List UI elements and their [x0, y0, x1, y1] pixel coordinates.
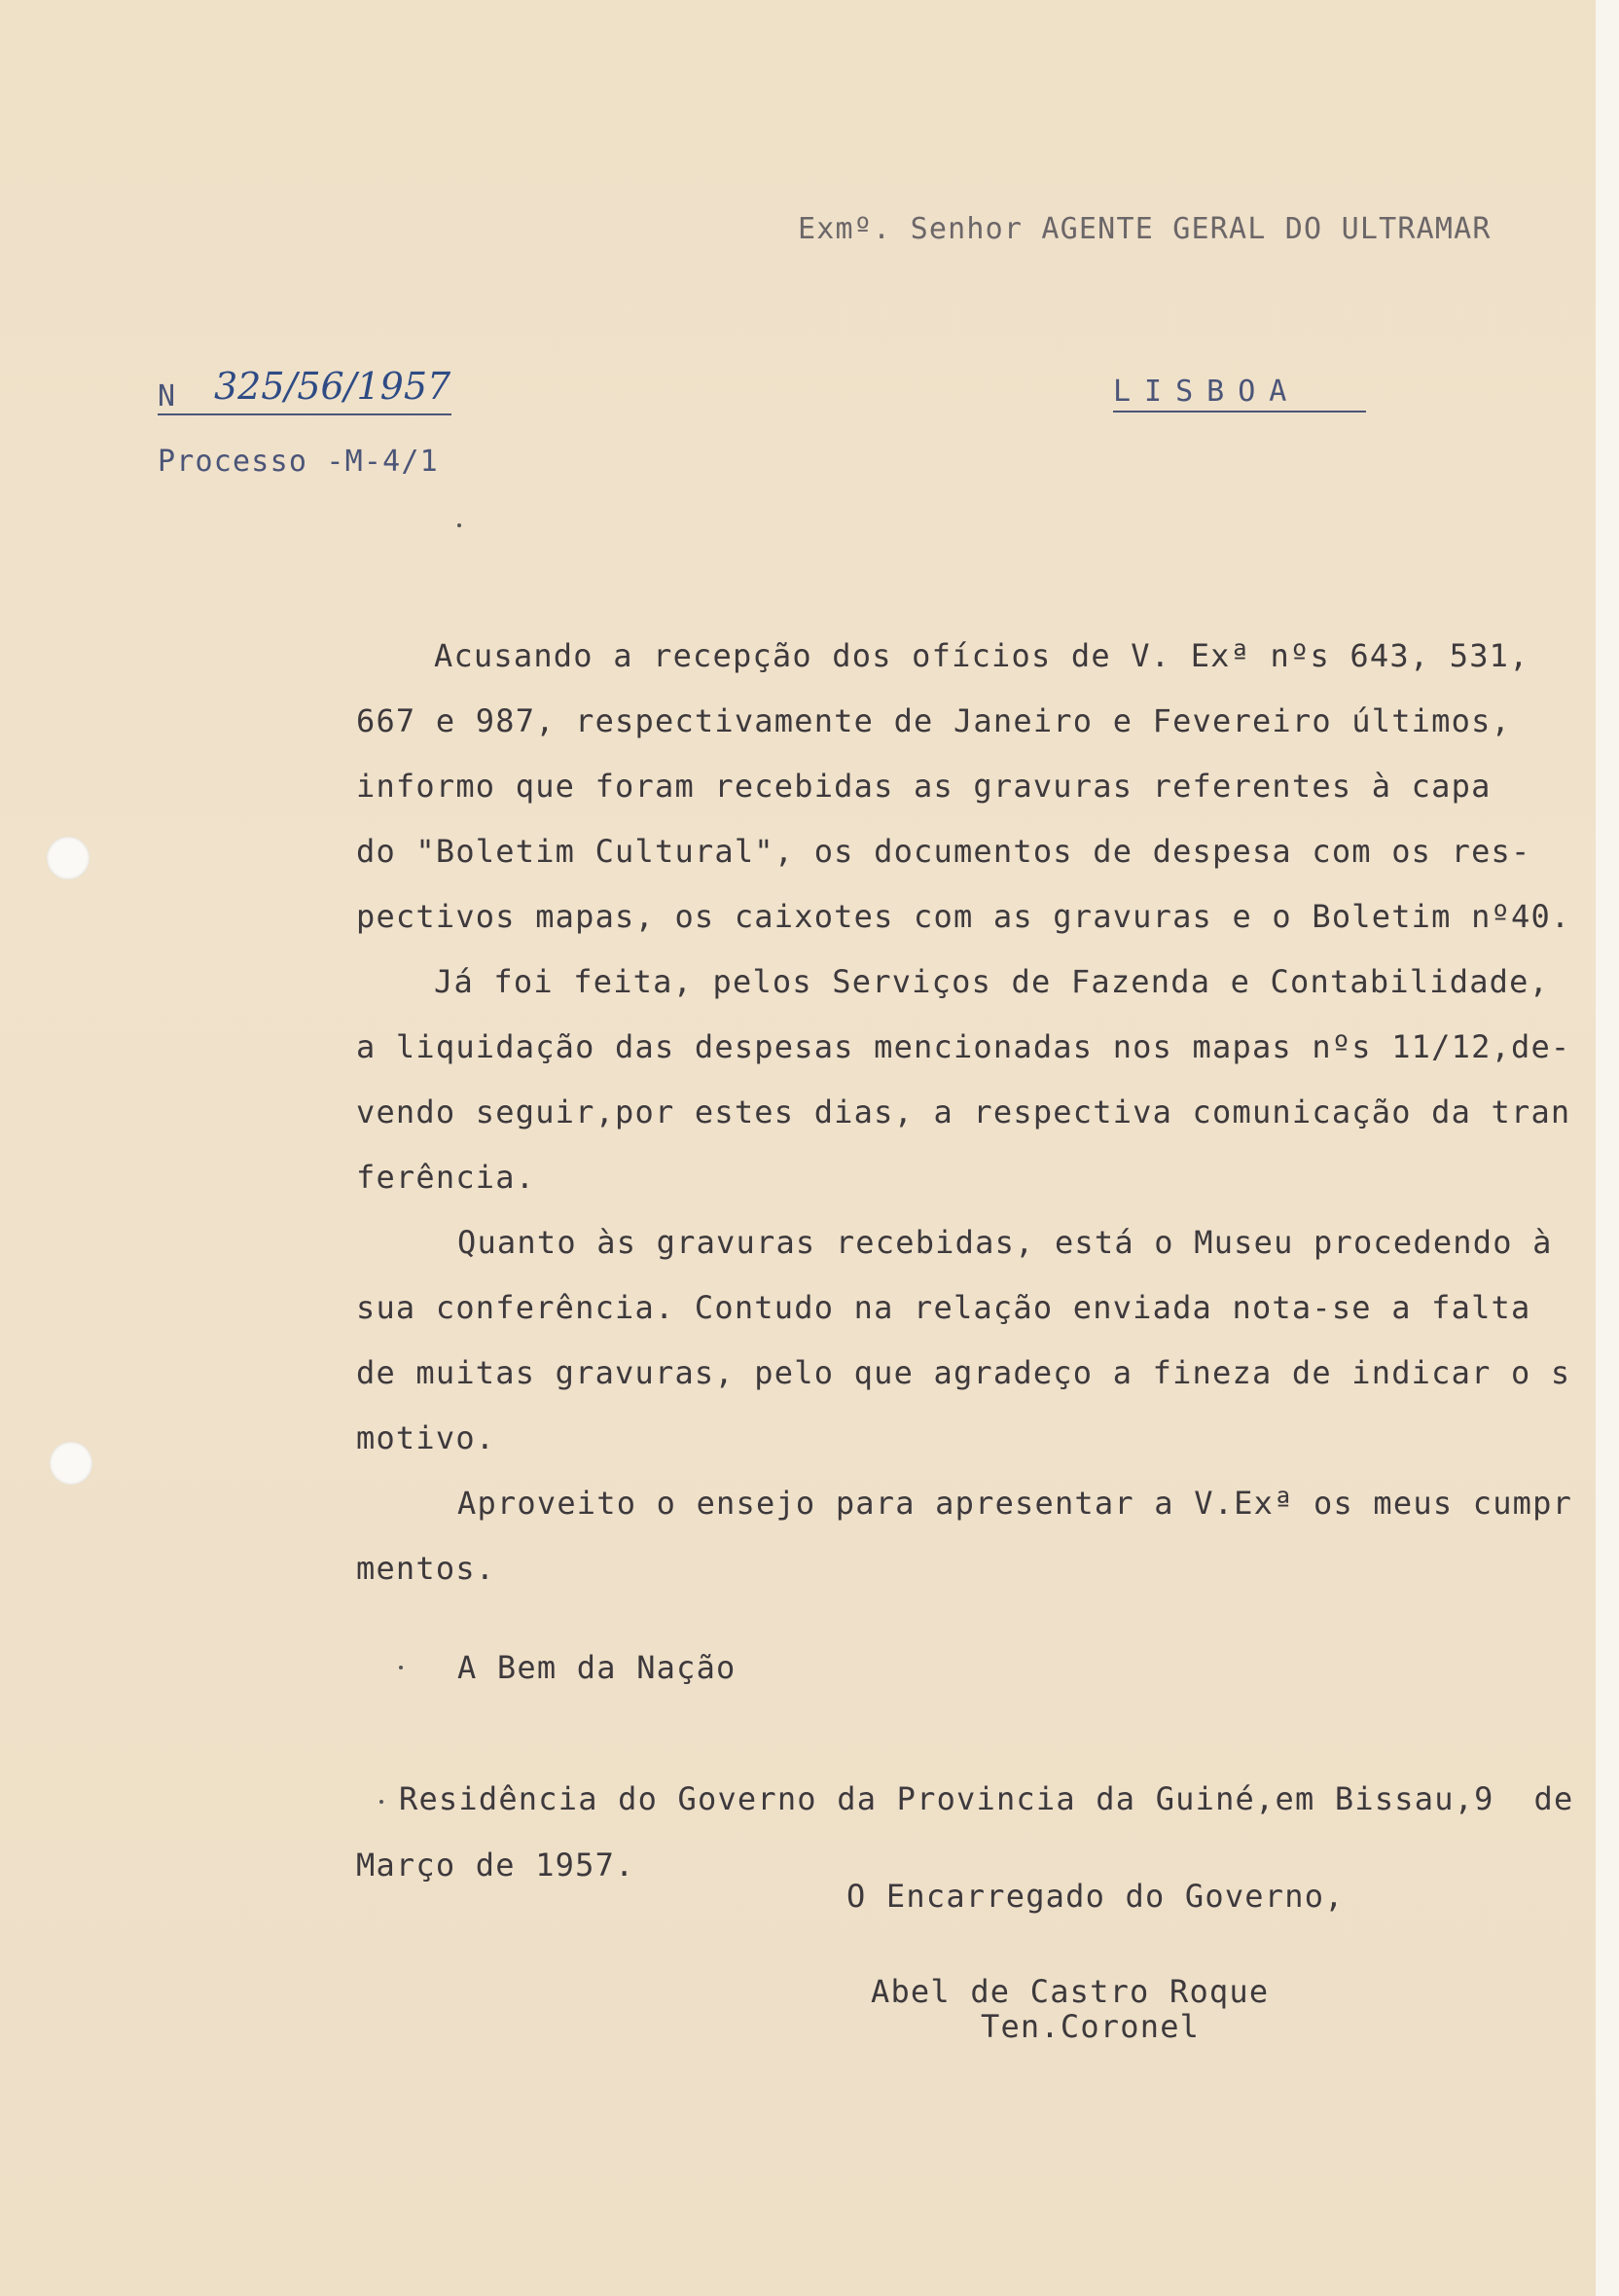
place-date-line-1: Residência do Governo da Provincia da Guiné,em Bissau,9 de: [399, 1780, 1574, 1817]
city-heading: LISBOA: [1113, 375, 1366, 413]
signatory-rank: Ten.Coronel: [981, 2008, 1201, 2045]
body-line: vendo seguir,por estes dias, a respectiva comunicação da tran: [356, 1094, 1571, 1130]
reference-prefix: N: [158, 379, 176, 413]
signatory-name: Abel de Castro Roque: [871, 1973, 1270, 2010]
body-line: mentos.: [356, 1550, 496, 1587]
body-line: de muitas gravuras, pelo que agradeço a fineza de indicar o s: [356, 1354, 1571, 1391]
addressee-line: Exmº. Senhor AGENTE GERAL DO ULTRAMAR: [798, 212, 1492, 246]
place-date-line-2: Março de 1957.: [356, 1847, 635, 1883]
paper-edge: [1596, 0, 1619, 2296]
closing-salutation: A Bem da Nação: [457, 1649, 737, 1686]
body-line: a liquidação das despesas mencionadas nos mapas nºs 11/12,de-: [356, 1028, 1571, 1065]
body-line: do "Boletim Cultural", os documentos de despesa com os res-: [356, 833, 1531, 870]
body-line: 667 e 987, respectivamente de Janeiro e Fevereiro últimos,: [356, 702, 1512, 739]
ink-speck: [399, 1666, 403, 1669]
body-line: Acusando a recepção dos ofícios de V. Exª nºs 643, 531,: [434, 637, 1529, 674]
body-line: pectivos mapas, os caixotes com as gravuras e o Boletim nº40.: [356, 898, 1571, 935]
reference-handwritten: 325/56/1957: [214, 365, 451, 408]
body-line: Quanto às gravuras recebidas, está o Museu procedendo à: [457, 1224, 1553, 1261]
ink-speck: [379, 1800, 383, 1804]
punch-hole-bottom: [50, 1442, 92, 1485]
body-line: ferência.: [356, 1159, 536, 1196]
body-line: informo que foram recebidas as gravuras referentes à capa: [356, 768, 1492, 805]
punch-hole-top: [47, 837, 90, 879]
reference-number: [158, 365, 451, 415]
signatory-title: O Encarregado do Governo,: [846, 1878, 1345, 1915]
ink-speck: [457, 523, 461, 527]
body-line: Aproveito o ensejo para apresentar a V.Exª os meus cumpr: [457, 1485, 1573, 1522]
body-line: Já foi feita, pelos Serviços de Fazenda e Contabilidade,: [434, 963, 1550, 1000]
body-line: motivo.: [356, 1419, 496, 1456]
processo-reference: Processo -M-4/1: [158, 445, 439, 479]
body-line: sua conferência. Contudo na relação enviada nota-se a falta: [356, 1289, 1531, 1326]
